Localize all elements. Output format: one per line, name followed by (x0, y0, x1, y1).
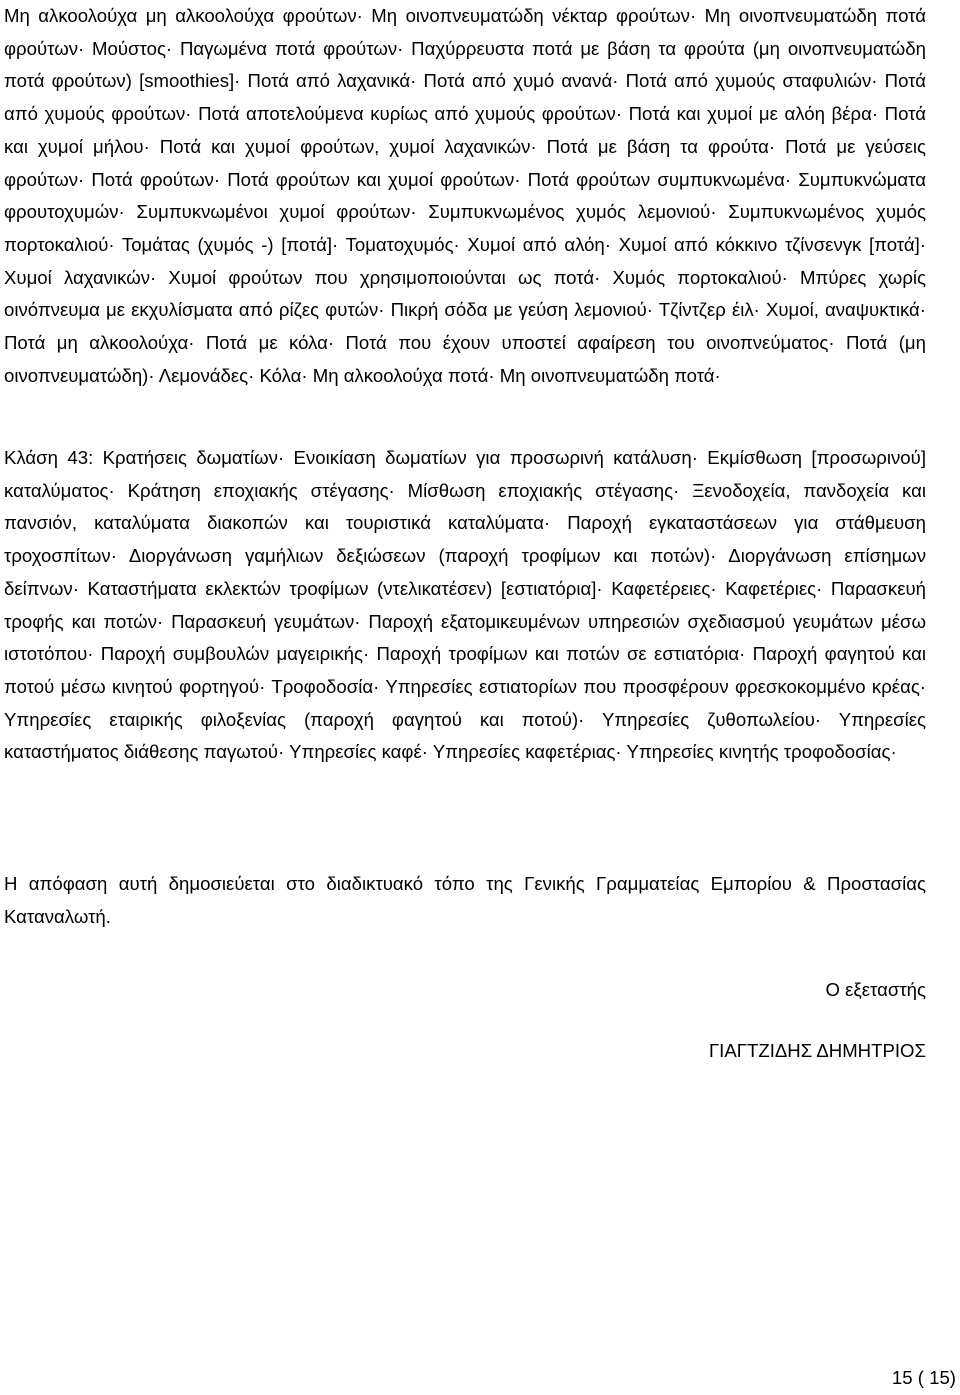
examiner-role: Ο εξεταστής (825, 979, 926, 1000)
publication-notice: Η απόφαση αυτή δημοσιεύεται στο διαδικτυακό τόπο της Γενικής Γραμματείας Εμπορίου & Προστασίας Καταναλωτή. (4, 873, 926, 927)
page-number: 15 ( 15) (891, 1367, 956, 1388)
examiner-name: ΓΙΑΓΤΖΙΔΗΣ ΔΗΜΗΤΡΙΟΣ (708, 1040, 926, 1061)
goods-list-paragraph: Μη αλκοολούχα μη αλκοολούχα φρούτων· Μη οινοπνευματώδη νέκταρ φρούτων· Μη οινοπνευματώδη ποτά φρούτων· Μούστος· Παγωμένα ποτά φρούτων· Παχύρρευστα ποτά με βάση τα φρούτα (μη οινοπνευματώδη ποτά φρούτων) [smoothies]· Ποτά από λαχανικά· Ποτά από χυμό ανανά· Ποτά από χυμούς σταφυλιών· Ποτά από χυμούς φρούτων· Ποτά αποτελούμενα κυρίως από χυμούς φρούτων· Ποτά και χυμοί με αλόη βέρα· Ποτά και χυμοί μήλου· Ποτά και χυμοί φρούτων, χυμοί λαχανικών· Ποτά με βάση τα φρούτα· Ποτά με γεύσεις φρούτων· Ποτά φρούτων· Ποτά φρούτων και χυμοί φρούτων· Ποτά φρούτων συμπυκνωμένα· Συμπυκνώματα φρουτοχυμών· Συμπυκνωμένοι χυμοί φρούτων· Συμπυκνωμένος χυμός λεμονιού· Συμπυκνωμένος χυμός πορτοκαλιού· Τομάτας (χυμός -) [ποτά]· Τοματοχυμός· Χυμοί από αλόη· Χυμοί από κόκκινο τζίνσενγκ [ποτά]· Χυμοί λαχανικών· Χυμοί φρούτων που χρησιμοποιούνται ως ποτά· Χυμός πορτοκαλιού· Μπύρες χωρίς οινόπνευμα με εκχυλίσματα από ρίζες φυτών· Πικρή σόδα με γεύση λεμονιού· Τζίντζερ έιλ· Χυμοί, αναψυκτικά· Ποτά μη αλκοολούχα· Ποτά με κόλα· Ποτά που έχουν υποστεί αφαίρεση του οινοπνεύματος· Ποτά (μη οινοπνευματώδη)· Λεμονάδες· Κόλα· Μη αλκοολούχα ποτά· Μη οινοπνευματώδη ποτά· (4, 5, 926, 386)
class-43-paragraph: Κλάση 43: Κρατήσεις δωματίων· Ενοικίαση δωματίων για προσωρινή κατάλυση· Εκμίσθωση [προσωρινού] καταλύματος· Κράτηση εποχιακής στέγασης· Μίσθωση εποχιακής στέγασης· Ξενοδοχεία, πανδοχεία και πανσιόν, καταλύματα διακοπών και τουριστικά καταλύματα· Παροχή εγκαταστάσεων για στάθμευση τροχοσπίτων· Διοργάνωση γαμήλιων δεξιώσεων (παροχή τροφίμων και ποτών)· Διοργάνωση επίσημων δείπνων· Καταστήματα εκλεκτών τροφίμων (ντελικατέσεν) [εστιατόρια]· Καφετέρειες· Καφετέριες· Παρασκευή τροφής και ποτών· Παρασκευή γευμάτων· Παροχή εξατομικευμένων υπηρεσιών σχεδιασμού γευμάτων μέσω ιστοτόπου· Παροχή συμβουλών μαγειρικής· Παροχή τροφίμων και ποτών σε εστιατόρια· Παροχή φαγητού και ποτού μέσω κινητού φορτηγού· Τροφοδοσία· Υπηρεσίες εστιατορίων που προσφέρουν φρεσκοκομμένο κρέας· Υπηρεσίες εταιρικής φιλοξενίας (παροχή φαγητού και ποτού)· Υπηρεσίες ζυθοπωλείου· Υπηρεσίες καταστήματος διάθεσης παγωτού· Υπηρεσίες καφέ· Υπηρεσίες καφετέριας· Υπηρεσίες κινητής τροφοδοσίας· (4, 447, 926, 763)
